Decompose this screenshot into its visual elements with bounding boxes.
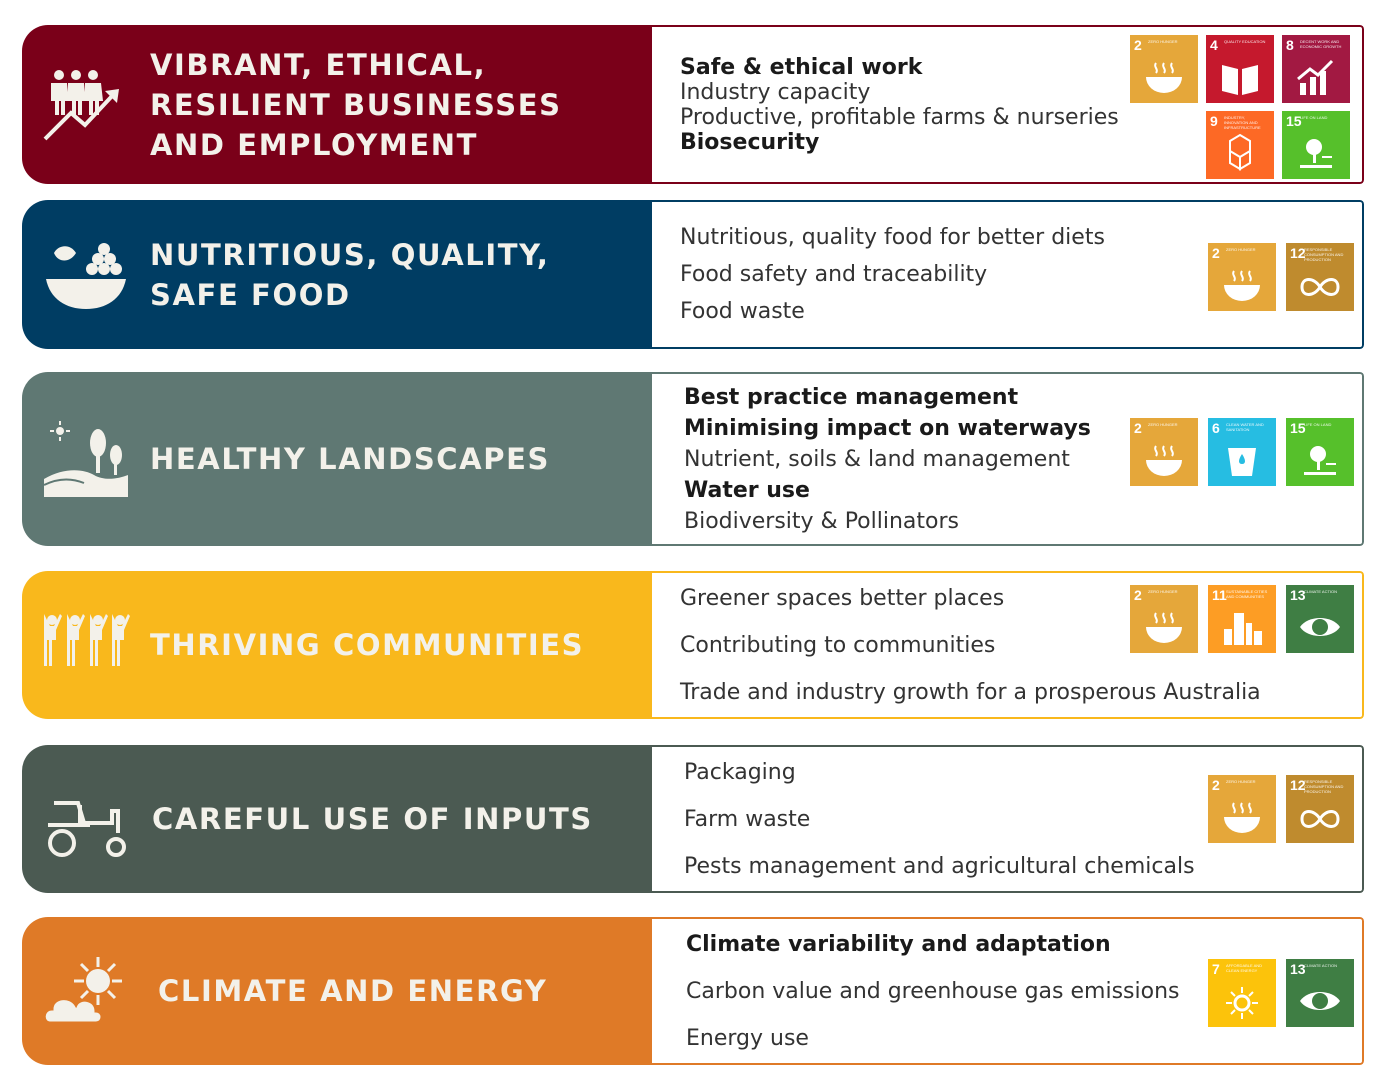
pillar-details bbox=[652, 200, 1364, 349]
focus-item: Water use bbox=[684, 477, 810, 503]
sdg-8-icon: 8 DECENT WORK AND ECONOMIC GROWTH bbox=[1282, 35, 1350, 103]
pillar-title: CLIMATE AND ENERGY bbox=[158, 974, 548, 1008]
pillar-banner bbox=[22, 200, 652, 349]
community-icon bbox=[38, 597, 134, 693]
focus-item: Contributing to communities bbox=[680, 632, 996, 658]
sdg-2-icon: 2 ZERO HUNGER bbox=[1130, 35, 1198, 103]
sun-cloud-icon bbox=[38, 943, 134, 1039]
focus-item: Climate variability and adaptation bbox=[686, 931, 1111, 957]
pillar-title: VIBRANT, ETHICAL, RESILIENT BUSINESSES AND EMPLOYMENT bbox=[150, 47, 562, 162]
pillar-title: THRIVING COMMUNITIES bbox=[150, 628, 585, 662]
pillar-row-food bbox=[22, 200, 1364, 349]
pillar-row-climate bbox=[22, 917, 1364, 1065]
focus-item: Farm waste bbox=[684, 806, 811, 832]
sdg-15-icon: 15 LIFE ON LAND bbox=[1286, 418, 1354, 486]
focus-item: Packaging bbox=[684, 759, 796, 785]
pillar-details bbox=[652, 917, 1364, 1065]
sdg-15-icon: 15 LIFE ON LAND bbox=[1282, 111, 1350, 179]
focus-item: Biodiversity & Pollinators bbox=[684, 508, 959, 534]
sdg-13-icon: 13 CLIMATE ACTION bbox=[1286, 585, 1354, 653]
pillar-row-inputs bbox=[22, 745, 1364, 893]
focus-item: Greener spaces better places bbox=[680, 585, 1005, 611]
pillar-banner bbox=[22, 25, 652, 184]
sdg-2-icon: 2 ZERO HUNGER bbox=[1208, 243, 1276, 311]
sdg-13-icon: 13 CLIMATE ACTION bbox=[1286, 959, 1354, 1027]
pillar-row-landscapes bbox=[22, 372, 1364, 546]
sdg-2-icon: 2 ZERO HUNGER bbox=[1130, 585, 1198, 653]
focus-item: Trade and industry growth for a prosperous Australia bbox=[680, 679, 1261, 705]
sdg-11-icon: 11 SUSTAINABLE CITIES AND COMMUNITIES bbox=[1208, 585, 1276, 653]
focus-item: Productive, profitable farms & nurseries bbox=[680, 104, 1119, 130]
people-growth-icon bbox=[38, 57, 134, 153]
fruit-bowl-icon bbox=[38, 227, 134, 323]
focus-item: Carbon value and greenhouse gas emissions bbox=[686, 978, 1180, 1004]
sdg-6-icon: 6 CLEAN WATER AND SANITATION bbox=[1208, 418, 1276, 486]
pillar-banner bbox=[22, 917, 652, 1065]
pillar-details bbox=[652, 372, 1364, 546]
sdg-12-icon: 12 RESPONSIBLE CONSUMPTION AND PRODUCTION bbox=[1286, 243, 1354, 311]
focus-item: Pests management and agricultural chemicals bbox=[684, 853, 1195, 879]
focus-item: Industry capacity bbox=[680, 79, 871, 105]
focus-item: Minimising impact on waterways bbox=[684, 415, 1091, 441]
sdg-2-icon: 2 ZERO HUNGER bbox=[1130, 418, 1198, 486]
pillar-details bbox=[652, 571, 1364, 719]
pillar-title: CAREFUL USE OF INPUTS bbox=[152, 802, 593, 836]
pillar-details bbox=[652, 745, 1364, 893]
pillar-banner bbox=[22, 372, 652, 546]
pillar-row-communities bbox=[22, 571, 1364, 719]
sdg-12-icon: 12 RESPONSIBLE CONSUMPTION AND PRODUCTION bbox=[1286, 775, 1354, 843]
landscape-icon bbox=[38, 411, 134, 507]
sdg-4-icon: 4 QUALITY EDUCATION bbox=[1206, 35, 1274, 103]
pillar-banner bbox=[22, 571, 652, 719]
focus-item: Nutritious, quality food for better diets bbox=[680, 225, 1105, 250]
pillar-row-businesses bbox=[22, 25, 1364, 184]
pillar-title: HEALTHY LANDSCAPES bbox=[150, 442, 550, 476]
sdg-7-icon: 7 AFFORDABLE AND CLEAN ENERGY bbox=[1208, 959, 1276, 1027]
pillar-banner bbox=[22, 745, 652, 893]
focus-item: Food waste bbox=[680, 299, 805, 324]
tractor-icon bbox=[38, 778, 134, 874]
sdg-2-icon: 2 ZERO HUNGER bbox=[1208, 775, 1276, 843]
focus-item: Biosecurity bbox=[680, 129, 820, 155]
focus-item: Nutrient, soils & land management bbox=[684, 446, 1070, 472]
pillar-title: NUTRITIOUS, QUALITY, SAFE FOOD bbox=[150, 237, 550, 312]
pillar-details bbox=[652, 25, 1364, 184]
sdg-9-icon: 9 INDUSTRY, INNOVATION AND INFRASTRUCTURE bbox=[1206, 111, 1274, 179]
focus-item: Energy use bbox=[686, 1025, 809, 1051]
focus-item: Safe & ethical work bbox=[680, 54, 923, 80]
focus-item: Best practice management bbox=[684, 384, 1019, 410]
focus-item: Food safety and traceability bbox=[680, 262, 988, 287]
